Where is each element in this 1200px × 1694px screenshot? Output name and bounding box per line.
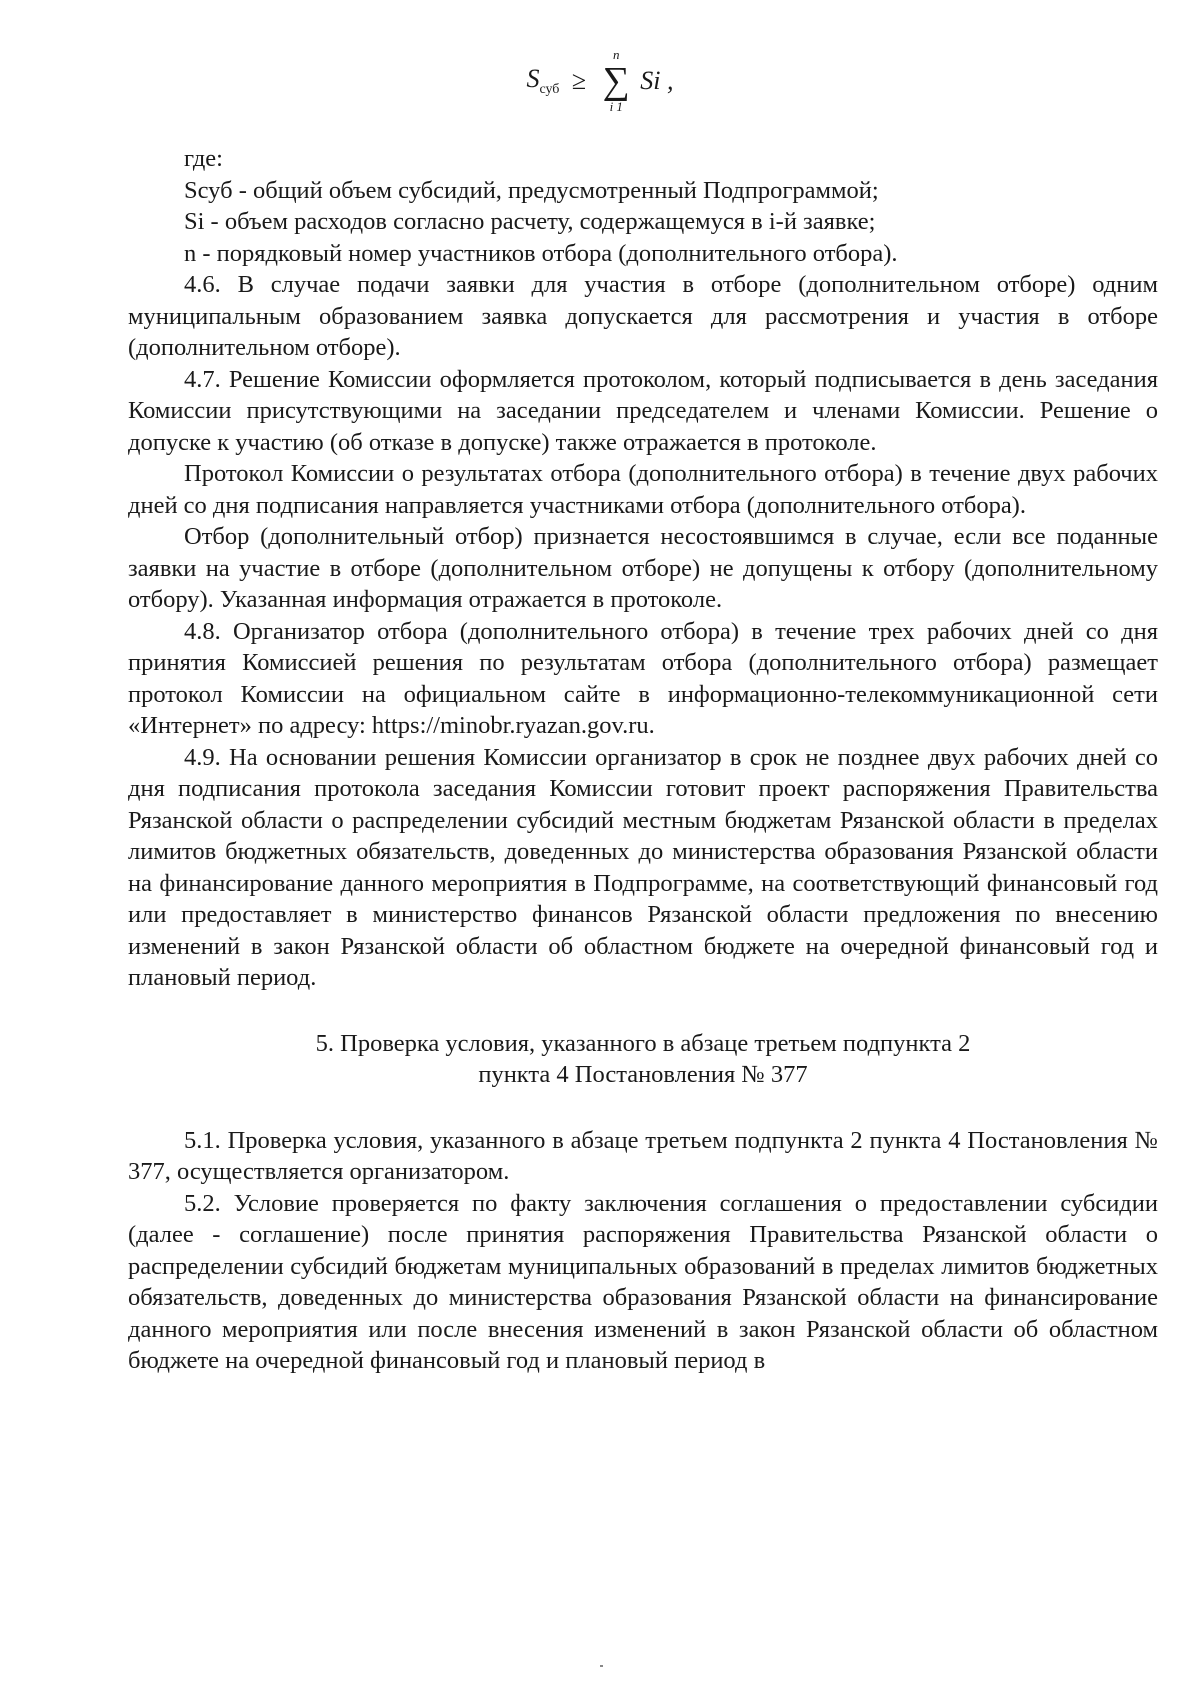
formula-rhs: Si , bbox=[640, 66, 674, 95]
definition-n: n - порядковый номер участников отбора (дополнительного отбора). bbox=[184, 239, 898, 267]
formula-sum-symbol: ∑ bbox=[602, 60, 630, 102]
paragraph-5-2: 5.2. Условие проверяется по факту заключения соглашения о предоставлении субсидии (далее - соглашение) после принятия распоряжения Правительства Рязанской области о распределении субсидий бюджетам муниципальных образований в пределах лимитов бюджетных обязательств, доведенных до министерства образования Рязанской области на финансирование данного мероприятия или после внесения изменений в закон Рязанской области об областном бюджете на очередной финансовый год и плановый период в bbox=[128, 1189, 1158, 1374]
paragraph-4-8: 4.8. Организатор отбора (дополнительного отбора) в течение трех рабочих дней со дня принятия Комиссией решения по результатам отбора (дополнительного отбора) размещает протокол Комиссии на официальном сайте в информационно-телекоммуникационной сети «Интернет» по адресу: https://minobr.ryazan.gov.ru. bbox=[128, 617, 1158, 739]
section-5-heading-line-2: пункта 4 Постановления № 377 bbox=[478, 1061, 808, 1088]
definitions-where: где: bbox=[184, 145, 223, 172]
formula-lhs: $S_{суб}$ bbox=[526, 64, 560, 97]
subsidy-formula bbox=[0, 48, 1200, 138]
section-5-heading bbox=[128, 1028, 1158, 1091]
paragraph-4-7: 4.7. Решение Комиссии оформляется протоколом, который подписывается в день заседания Комиссии присутствующими на заседании председателем и членами Комиссии. Решение о допуске к участию (об отказе в допуске) также отражается в протоколе. bbox=[128, 365, 1158, 456]
formula-lhs-subscript: суб bbox=[539, 82, 560, 97]
page-dot-mark bbox=[600, 1665, 603, 1667]
formula-sum-upper: n bbox=[613, 47, 620, 62]
document-body bbox=[128, 143, 1158, 1377]
paragraph-protocol: Протокол Комиссии о результатах отбора (дополнительного отбора) в течение двух рабочих дней со дня подписания направляется участниками отбора (дополнительного отбора). bbox=[128, 460, 1158, 519]
definition-scub: Sсуб - общий объем субсидий, предусмотренный Подпрограммой; bbox=[184, 176, 879, 204]
paragraph-4-6: 4.6. В случае подачи заявки для участия в отборе (дополнительном отборе) одним муниципальным образованием заявка допускается для рассмотрения и участия в отборе (дополнительном отборе). bbox=[128, 271, 1158, 361]
paragraph-4-9: 4.9. На основании решения Комиссии организатор в срок не позднее двух рабочих дней со дня подписания протокола заседания Комиссии готовит проект распоряжения Правительства Рязанской области о распределении субсидий местным бюджетам Рязанской области в пределах лимитов бюджетных обязательств, доведенных до министерства образования Рязанской области на финансирование данного мероприятия в Подпрограмме, на соответствующий финансовый год или предоставляет в министерство финансов Рязанской области предложения по внесению изменений в закон Рязанской области об областном бюджете на очередной финансовый год и плановый период. bbox=[128, 743, 1158, 991]
definition-si: Si - объем расходов согласно расчету, содержащемуся в i-й заявке; bbox=[184, 208, 876, 235]
formula-sum bbox=[603, 48, 630, 114]
paragraph-failed-selection: Отбор (дополнительный отбор) признается несостоявшимся в случае, если все поданные заявки на участие в отборе (дополнительном отборе) не допущены к отбору (дополнительному отбору). Указанная информация отражается в протоколе. bbox=[128, 523, 1158, 613]
section-5-heading-line-1: 5. Проверка условия, указанного в абзаце третьем подпункта 2 bbox=[315, 1029, 971, 1057]
formula-sum-lower: i 1 bbox=[609, 99, 623, 114]
paragraph-5-1: 5.1. Проверка условия, указанного в абзаце третьем подпункта 2 пункта 4 Постановления № 377, осуществляется организатором. bbox=[128, 1126, 1158, 1185]
formula-ge-sign: ≥ bbox=[571, 66, 587, 95]
